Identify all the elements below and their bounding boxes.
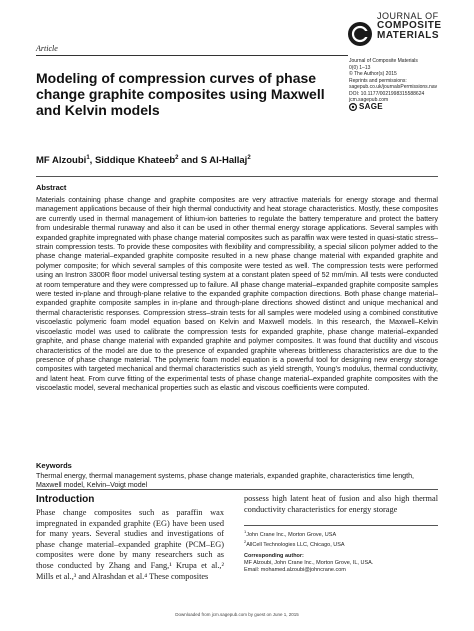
corresponding-author-email[interactable]: Email: mohamed.alzoubi@johncrane.com [244, 566, 346, 573]
author-name[interactable]: MF Alzoubi [36, 155, 87, 167]
journal-name [377, 11, 442, 41]
author-name[interactable]: Siddique Khateeb [94, 155, 176, 167]
meta-reprints: Reprints and permissions: [349, 77, 407, 84]
introduction-text: Phase change composites such as paraffin wax impregnated in expanded graphite (EG) have been used for many years. Several studies and investigations of phase change material–expanded graphite (PCM–EG) composites were done by many researchers such as those conducted by Zhang and Fang,¹ Krupa et al.,² Mills et al.,³ and Alrashdan et al.⁴ These composites [36, 508, 224, 581]
affiliation-text: AllCell Technologies LLC, Chicago, USA [246, 541, 345, 548]
meta-volume: 0(0) 1–13 [349, 64, 371, 71]
author-name[interactable]: S Al-Hallaj [200, 155, 248, 167]
author-affiliation-mark: 1 [86, 155, 90, 161]
journal-brand[interactable] [347, 11, 462, 55]
abstract-heading: Abstract [36, 183, 67, 192]
corresponding-author-address: MF Alzoubi, John Crane Inc., Morton Grove, IL, USA. [244, 560, 374, 567]
affiliation-divider [244, 525, 438, 526]
paper-title: Modeling of compression curves of phase change graphite composites using Maxwell and Kelvin models [36, 70, 325, 118]
keywords-text: Thermal energy, thermal management systems, phase change materials, expanded graphite, characteristics time length, Maxwell model, Kelvin–Voigt model [36, 472, 414, 490]
meta-journal: Journal of Composite Materials [349, 58, 418, 64]
meta-permissions-link[interactable]: sagepub.co.uk/journalsPermissions.nav [349, 84, 438, 90]
article-type-label: Article [36, 44, 58, 53]
sage-wordmark: SAGE [359, 102, 383, 111]
journal-name-line3: MATERIALS [377, 30, 440, 41]
author-affiliation-mark: 2 [247, 155, 251, 161]
journal-name-line1: JOURNAL OF [377, 11, 439, 21]
affiliation-item [244, 539, 438, 549]
affiliation-item [244, 529, 438, 539]
author-separator: and [178, 155, 201, 167]
publication-meta [349, 58, 467, 104]
sage-logo [349, 102, 383, 111]
affiliation-mark: 2 [244, 538, 247, 544]
meta-copyright: © The Author(s) 2015 [349, 71, 397, 77]
abstract-top-divider [36, 176, 438, 177]
corresponding-author-heading: Corresponding author: [244, 553, 304, 560]
download-note: Downloaded from jcm.sagepub.com by guest on June 1, 2015 [175, 612, 299, 617]
meta-doi[interactable]: DOI: 10.1177/0021998315588624 [349, 90, 425, 97]
keywords-bottom-divider [36, 489, 438, 490]
abstract-text: Materials containing phase change and graphite composites are very attractive materials for energy storage and thermal management applications because of their high thermal conductivity and heat storage characteristics. Mostly, these composites are currently used in thermal management of lithium-ion batteries to regulate the battery temperature and protect the battery from undesirable thermal runaway and also it can be used in other thermal energy storage applications. Several samples with expanded graphite impregnated with phase change material composites such as paraffin wax were tested in quasi-static stress–strain compression tests. To provide these composites with flexibility and compressibility, a special silicon polymer added to the phase change material–expanded graphite composite resulted in a new phase change material with expanded graphite and polymer composite; for which several samples of this composite were tested as well. The compression tests were performed using an Instron 3300R floor model universal testing system at a constant platen speed of 52 mm/min. All tests were conducted at room temperature and they were compressed up to failure. All phase change material–expanded graphite composite samples were tested in-plane and through-plane relative to the expanded graphite compaction directions. Both phase change material–expanded graphite composite samples in in-plane and through-plane directions showed distinct and unique mechanical and thermal characteristic responses. Compression stress–strain tests for all samples were modeled using a combined constitutive viscoelastic polymeric foam model equation based on Kelvin and Maxwell models. In this research, the Maxwell–Kelvin viscoelastic model was used to calibrate the compression tests for expanded graphite, phase change material–expanded graphite, and phase change material with expanded graphite and polymer composites. It was found that ductility and viscous characteristics of the model are due to the presence of expanded graphite whereas brittleness characteristics are due to the presence of phase change material. The polymeric foam model equation is a powerful tool for designing new energy storage composites with targeted mechanical and thermal characteristics such as yield strength, Young's modulus, thermal conductivity, and latent heat. From curve fitting of the experimental tests of phase change material–expanded graphite composites with the viscoelastic model, several mechanical properties such as elastic and viscous coefficients were computed. [36, 196, 438, 393]
journal-logo-icon [347, 21, 373, 47]
meta-journal-url[interactable]: jcm.sagepub.com [349, 97, 389, 103]
introduction-continuation: possess high latent heat of fusion and also high thermal conductivity characteristics for energy storage [244, 494, 438, 514]
header-divider [36, 55, 348, 56]
affiliation-mark: 1 [244, 529, 247, 534]
affiliations [244, 529, 438, 574]
keywords-heading: Keywords [36, 461, 72, 470]
author-list [36, 155, 251, 166]
sage-mark-icon [349, 103, 357, 111]
introduction-heading: Introduction [36, 494, 95, 505]
author-affiliation-mark: 2 [175, 155, 179, 161]
author-separator: , [89, 155, 95, 167]
affiliation-text: John Crane Inc., Morton Grove, USA [246, 531, 337, 538]
journal-name-line2: COMPOSITE [377, 20, 442, 31]
